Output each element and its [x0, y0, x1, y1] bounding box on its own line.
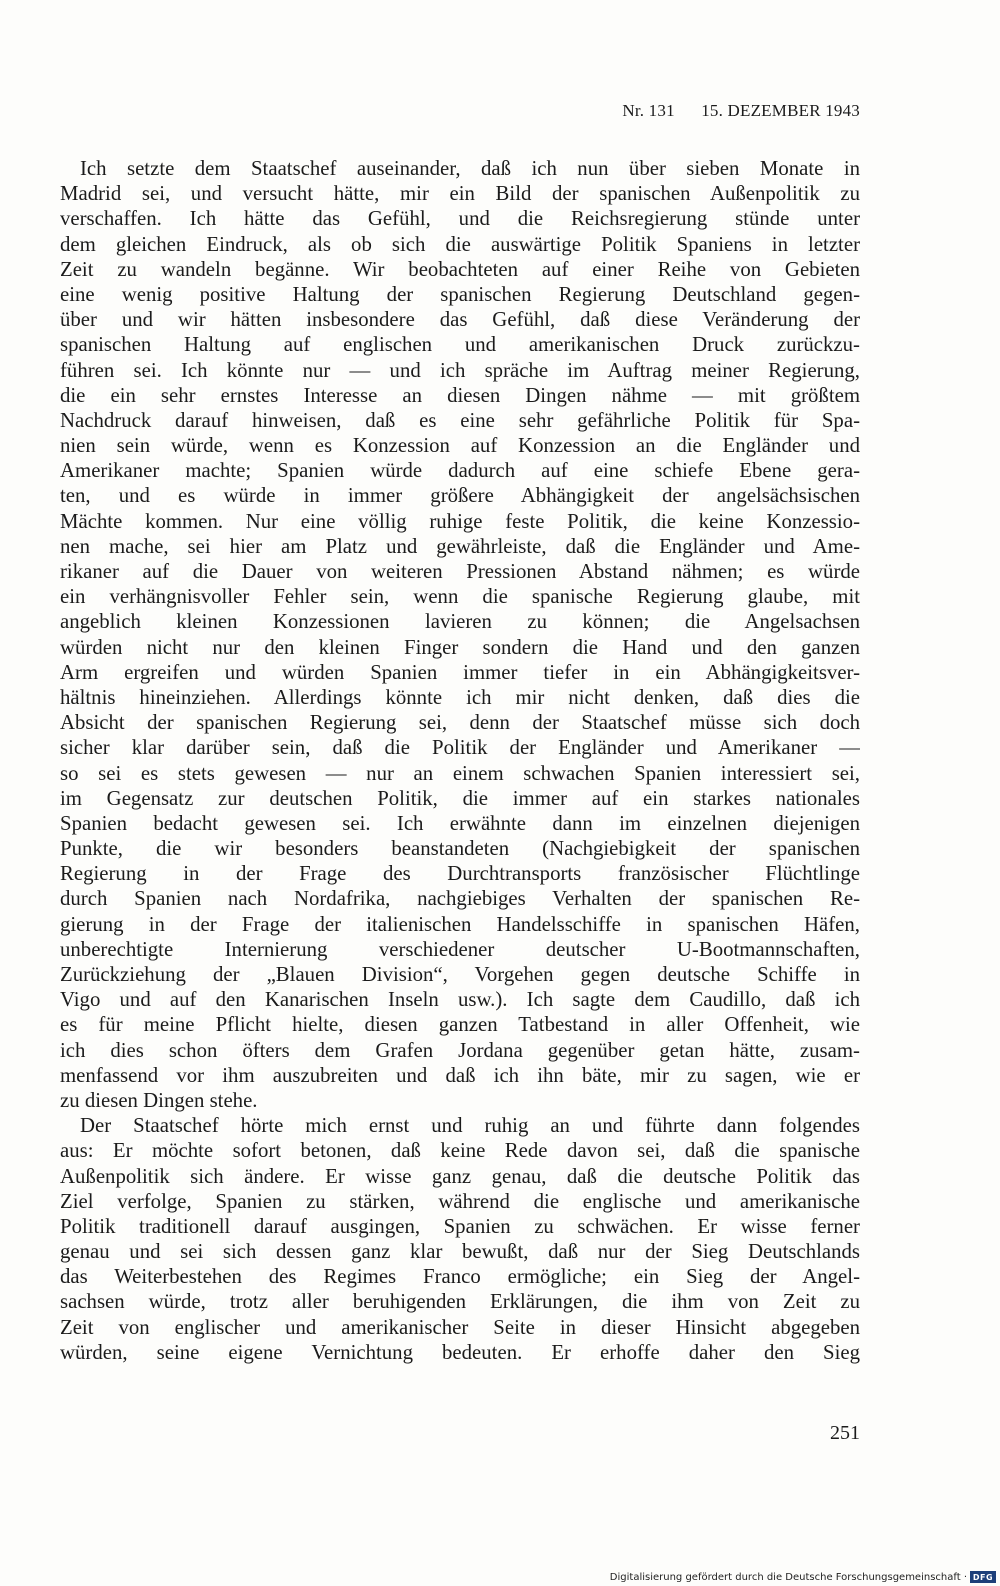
document-number: Nr. 131 [622, 101, 675, 120]
text-line: Amerikaner machte; Spanien würde dadurch auf eine schiefe Ebene gera- [60, 459, 860, 483]
text-line: gierung in der Frage der italienischen Handelsschiffe in spanischen Häfen, [60, 912, 860, 936]
text-line: so sei es stets gewesen — nur an einem schwachen Spanien interessiert sei, [60, 761, 860, 785]
text-line: führen sei. Ich könnte nur — und ich spräche im Auftrag meiner Regierung, [60, 358, 860, 382]
text-line: Der Staatschef hörte mich ernst und ruhig an und führte dann folgendes [80, 1114, 860, 1138]
text-line: Zeit zu wandeln begänne. Wir beobachteten auf einer Reihe von Gebieten [60, 257, 860, 281]
text-line: eine wenig positive Haltung der spanischen Regierung Deutschland gegen- [60, 282, 860, 306]
text-line: aus: Er möchte sofort betonen, daß keine Rede davon sei, daß die spanische [60, 1139, 860, 1163]
text-line: menfassend vor ihm auszubreiten und daß ich ihn bäte, mir zu sagen, wie er [60, 1063, 860, 1087]
text-line: ein verhängnisvoller Fehler sein, wenn die spanische Regierung glaube, mit [60, 585, 860, 609]
text-line: spanischen Haltung auf englischen und amerikanischen Druck zurückzu- [60, 333, 860, 357]
text-line: sicher klar darüber sein, daß die Politik der Engländer und Amerikaner — [60, 736, 860, 760]
text-line: Zeit von englischer und amerikanischer Seite in dieser Hinsicht abgegeben [60, 1315, 860, 1339]
text-line: Mächte kommen. Nur eine völlig ruhige feste Politik, die keine Konzessio- [60, 509, 860, 533]
text-line: Zurückziehung der „Blauen Division“, Vorgehen gegen deutsche Schiffe in [60, 963, 860, 986]
text-line: ich dies schon öfters dem Grafen Jordana gegenüber getan hätte, zusam- [60, 1038, 860, 1062]
text-line: genau und sei sich dessen ganz klar bewußt, daß nur der Sieg Deutschlands [60, 1240, 860, 1264]
text-line: Absicht der spanischen Regierung sei, denn der Staatschef müsse sich doch [60, 711, 860, 735]
text-line: nen mache, sei hier am Platz und gewährleiste, daß die Engländer und Ame- [60, 534, 860, 558]
text-line: Ich setzte dem Staatschef auseinander, daß ich nun über sieben Monate in [80, 157, 860, 180]
text-line: dem gleichen Eindruck, als ob sich die auswärtige Politik Spaniens in letzter [60, 232, 860, 256]
dfg-logo-icon: DFG [970, 1571, 996, 1583]
document-date: 15. DEZEMBER 1943 [701, 101, 860, 120]
text-line: rikaner auf die Dauer von weiteren Pressionen Abstand nähmen; es würde [60, 560, 860, 583]
text-line: Arm ergreifen und würden Spanien immer tiefer in ein Abhängigkeitsver- [60, 660, 860, 684]
text-line: die ein sehr ernstes Interesse an diesen Dingen nähme — mit größtem [60, 383, 860, 407]
digitization-credit [610, 1571, 996, 1583]
text-line: zu diesen Dingen stehe. [60, 1088, 258, 1112]
text-line: Regierung in der Frage des Durchtransports französischer Flüchtlinge [60, 862, 860, 886]
text-line: verschaffen. Ich hätte das Gefühl, und die Reichsregierung stünde unter [60, 207, 860, 231]
text-line: hältnis hineinziehen. Allerdings könnte ich mir nicht denken, daß dies die [60, 685, 860, 709]
text-line: nien sein würde, wenn es Konzession auf Konzession an die Engländer und [60, 434, 860, 458]
text-line: Vigo und auf den Kanarischen Inseln usw.). Ich sagte dem Caudillo, daß ich [60, 988, 860, 1012]
text-line: im Gegensatz zur deutschen Politik, die immer auf ein starkes nationales [60, 786, 860, 810]
page-number: 251 [830, 1422, 860, 1444]
credit-text: Digitalisierung gefördert durch die Deutsche Forschungsgemeinschaft · [609, 1571, 967, 1583]
text-line: würden nicht nur den kleinen Finger sondern die Hand und den ganzen [60, 635, 860, 659]
text-line: Madrid sei, und versucht hätte, mir ein Bild der spanischen Außenpolitik zu [60, 182, 860, 206]
text-line: Außenpolitik sich ändere. Er wisse ganz genau, daß die deutsche Politik das [60, 1164, 860, 1188]
text-line: unberechtigte Internierung verschiedener deutscher U-Bootmannschaften, [60, 937, 860, 961]
text-line: Punkte, die wir besonders beanstandeten (Nachgiebigkeit der spanischen [60, 837, 860, 861]
text-line: würden, seine eigene Vernichtung bedeuten. Er erhoffe daher den Sieg [60, 1340, 860, 1364]
running-header [622, 101, 860, 121]
text-line: ten, und es würde in immer größere Abhängigkeit der angelsächsischen [60, 484, 860, 508]
text-line: Politik traditionell darauf ausgingen, Spanien zu schwächen. Er wisse ferner [60, 1214, 860, 1238]
text-line: Nachdruck darauf hinweisen, daß es eine sehr gefährliche Politik für Spa- [60, 408, 860, 432]
text-line: über und wir hätten insbesondere das Gefühl, daß diese Veränderung der [60, 308, 860, 332]
text-line: Spanien bedacht gewesen sei. Ich erwähnte dann im einzelnen diejenigen [60, 811, 860, 835]
body-text [60, 156, 860, 1365]
text-line: durch Spanien nach Nordafrika, nachgiebiges Verhalten der spanischen Re- [60, 887, 860, 911]
text-line: Ziel verfolge, Spanien zu stärken, während die englische und amerikanische [60, 1189, 860, 1213]
text-line: das Weiterbestehen des Regimes Franco ermögliche; ein Sieg der Angel- [60, 1265, 860, 1289]
text-line: angeblich kleinen Konzessionen lavieren zu können; die Angelsachsen [60, 610, 860, 634]
text-line: sachsen würde, trotz aller beruhigenden Erklärungen, die ihm von Zeit zu [60, 1290, 860, 1314]
text-line: es für meine Pflicht hielte, diesen ganzen Tatbestand in aller Offenheit, wie [60, 1013, 860, 1037]
